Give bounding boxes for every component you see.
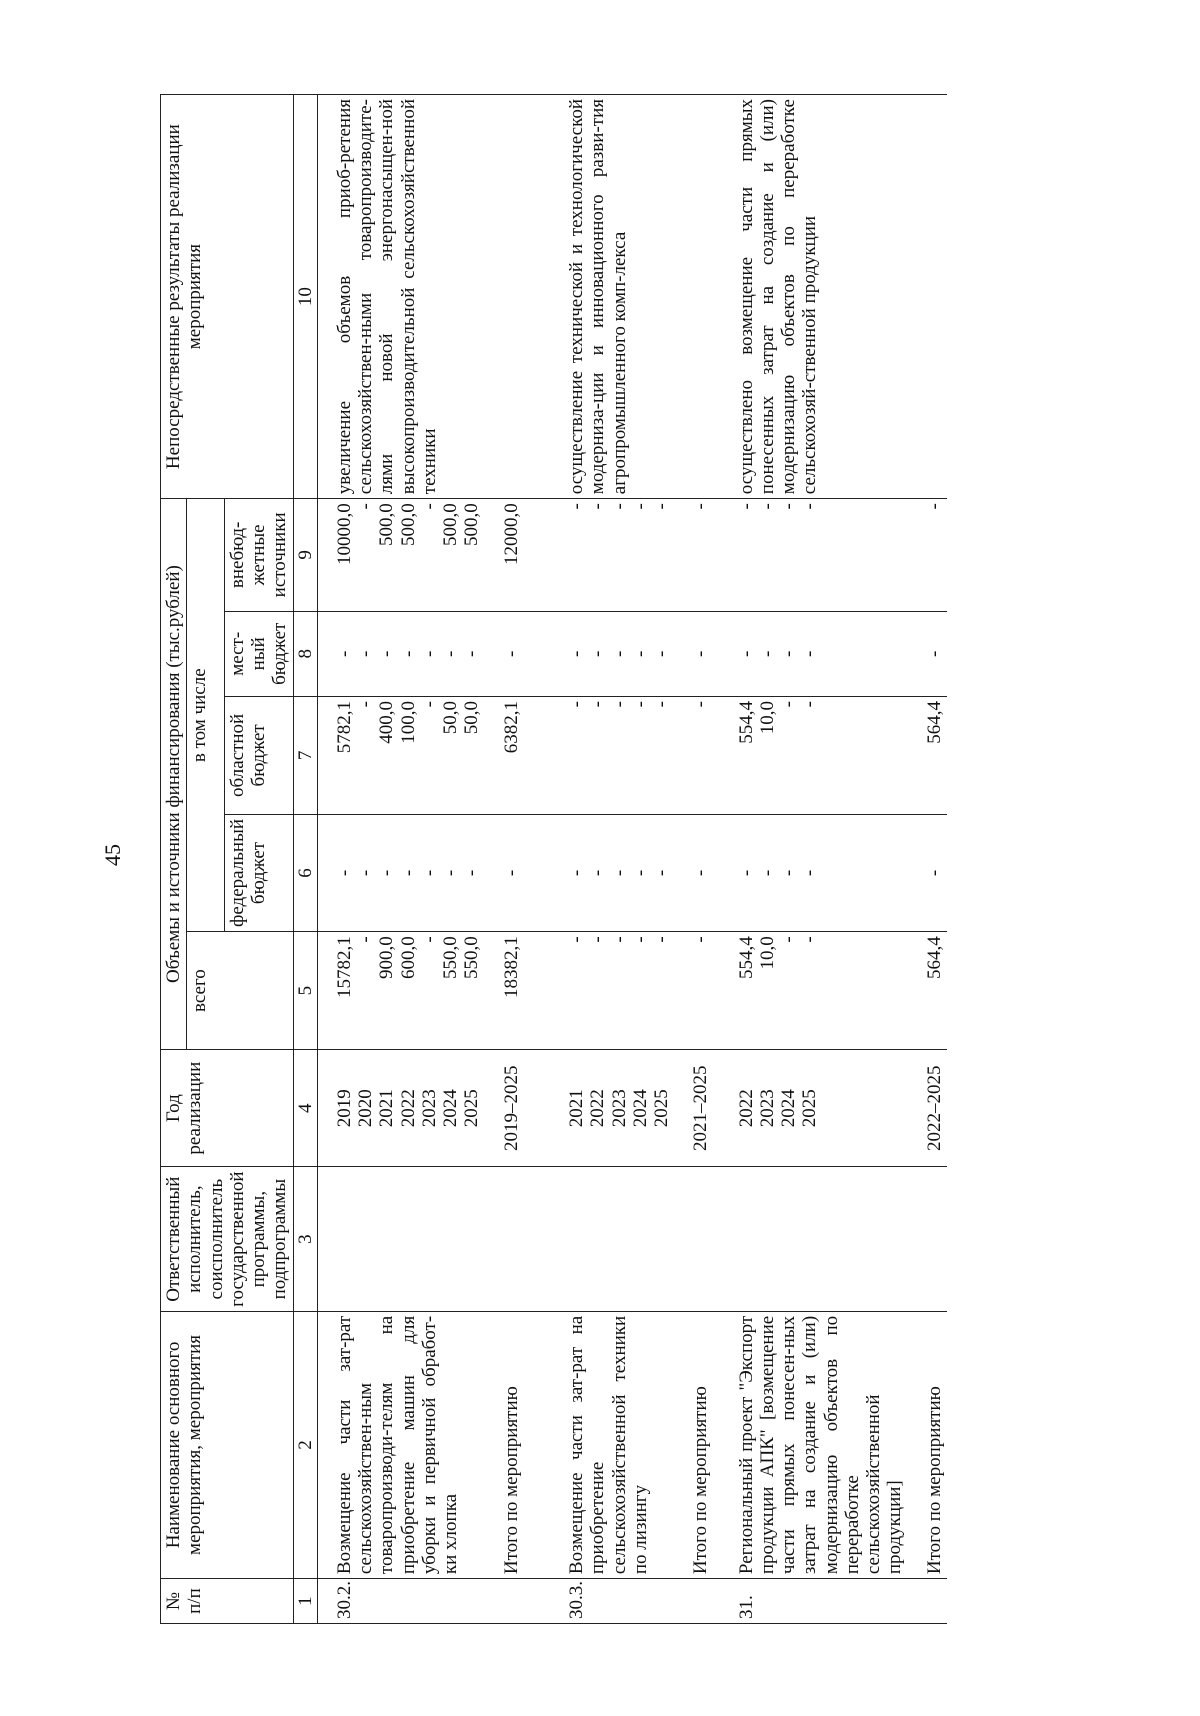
cell-line: -: [735, 503, 757, 510]
cell-line: 2024: [629, 1089, 651, 1128]
cell-line: -: [565, 503, 587, 510]
header-federal: федеральный бюджет: [224, 814, 293, 932]
federal-list: [564, 814, 674, 932]
local-list: [564, 611, 674, 697]
local-list: [332, 611, 485, 697]
total-federal: -: [688, 814, 713, 932]
table-row: [332, 95, 485, 1624]
page-number: 45: [100, 844, 125, 866]
cell-line: 2024: [440, 1089, 462, 1128]
total-value: 564,4: [922, 932, 947, 1050]
cell-line: -: [461, 650, 483, 657]
regional-list: [564, 697, 674, 815]
result-text: увеличение объемов приоб-ретения сельскохозяйствен-ными товаропроизводите-лями новой энергонасыщен-ной высокопроизводительной сельскохозяйственной техники: [332, 95, 485, 499]
cell-line: -: [355, 936, 377, 943]
cell-line: -: [333, 869, 355, 877]
cell-line: 554,4: [735, 701, 757, 744]
total-list: [564, 932, 674, 1050]
cell-line: -: [756, 650, 778, 657]
cell-line: 2020: [355, 1089, 377, 1128]
header-total: всего: [187, 932, 293, 1050]
col-number: 7: [293, 697, 317, 815]
cell-line: 100,0: [397, 701, 419, 744]
total-label: Итого по мероприятию: [922, 1311, 947, 1578]
row-number: 31.: [734, 1579, 908, 1624]
cell-line: 2022: [397, 1089, 419, 1128]
regional-list: [332, 697, 485, 815]
cell-line: 500,0: [440, 503, 462, 546]
federal-list: [734, 814, 908, 932]
total-external: -: [688, 499, 713, 611]
cell-line: -: [418, 650, 440, 657]
cell-line: -: [651, 869, 673, 877]
total-regional: 564,4: [922, 697, 947, 815]
total-regional: -: [688, 697, 713, 815]
external-list: [564, 499, 674, 611]
cell-line: -: [651, 503, 673, 510]
local-list: [734, 611, 908, 697]
cell-line: 400,0: [376, 701, 398, 744]
cell-line: -: [778, 650, 800, 657]
cell-line: -: [376, 869, 398, 877]
total-federal: -: [499, 814, 524, 932]
total-local: -: [922, 611, 947, 697]
cell-line: -: [418, 503, 440, 510]
header-name: Наименование основного мероприятия, мероприятия: [161, 1311, 294, 1578]
financing-table: [160, 94, 947, 1624]
cell-line: -: [418, 701, 440, 708]
total-list: [332, 932, 485, 1050]
year-list: [564, 1049, 674, 1167]
cell-line: -: [799, 701, 821, 708]
col-number: 4: [293, 1049, 317, 1167]
row-number: 30.2.: [332, 1579, 485, 1624]
cell-line: 550,0: [461, 936, 483, 980]
cell-line: -: [587, 869, 609, 877]
col-number: 1: [293, 1579, 317, 1624]
cell-line: -: [778, 701, 800, 708]
cell-line: -: [587, 503, 609, 510]
result-text: осуществление технической и технологической модерниза-ции и инновационного разви-тия агропромышленного комп-лекса: [564, 95, 674, 499]
cell-line: -: [461, 869, 483, 877]
regional-list: [734, 697, 908, 815]
federal-list: [332, 814, 485, 932]
external-list: [734, 499, 908, 611]
row-number: 30.3.: [564, 1579, 674, 1624]
total-external: -: [922, 499, 947, 611]
column-numbers-row: [293, 95, 317, 1624]
cell-line: -: [799, 650, 821, 657]
cell-line: -: [651, 650, 673, 657]
total-list: [734, 932, 908, 1050]
cell-line: -: [440, 650, 462, 657]
year-list: [332, 1049, 485, 1167]
cell-line: 550,0: [440, 936, 462, 980]
cell-line: -: [799, 936, 821, 943]
total-regional: 6382,1: [499, 697, 524, 815]
cell-line: -: [418, 869, 440, 877]
cell-line: 2022: [587, 1089, 609, 1128]
table-row-total: [688, 95, 713, 1624]
table-row: [564, 95, 674, 1624]
cell-line: 50,0: [440, 701, 462, 735]
cell-line: -: [565, 869, 587, 877]
cell-line: -: [756, 503, 778, 510]
col-number: 9: [293, 499, 317, 611]
cell-line: 50,0: [461, 701, 483, 735]
cell-line: -: [565, 650, 587, 657]
header-regional: областной бюджет: [224, 697, 293, 815]
cell-line: 500,0: [376, 503, 398, 546]
cell-line: -: [587, 936, 609, 943]
total-local: -: [499, 611, 524, 697]
header-local: мест-ный бюджет: [224, 611, 293, 697]
table-header: [161, 95, 294, 1624]
cell-line: -: [778, 503, 800, 510]
cell-line: -: [629, 503, 651, 510]
measure-name: Возмещение части зат-рат сельскохозяйствен-ным товаропроизводи-телям на приобретение машин для уборки и первичной обработ-ки хлопка: [332, 1311, 485, 1578]
table-row-total: [922, 95, 947, 1624]
cell-line: 500,0: [461, 503, 483, 546]
table-row-total: [499, 95, 524, 1624]
cell-line: -: [799, 503, 821, 510]
cell-line: 5782,1: [333, 701, 355, 754]
cell-line: 2023: [756, 1089, 778, 1128]
table-row: [734, 95, 908, 1624]
year-list: [734, 1049, 908, 1167]
cell-line: -: [778, 869, 800, 877]
header-num: № п/п: [161, 1579, 294, 1624]
cell-line: -: [355, 701, 377, 708]
total-years: 2022–2025: [922, 1049, 947, 1167]
cell-line: -: [397, 650, 419, 657]
total-years: 2019–2025: [499, 1049, 524, 1167]
header-executor: Ответственный исполнитель, соисполнитель государственной программы, подпрограммы: [161, 1167, 294, 1311]
cell-line: 2024: [778, 1089, 800, 1128]
cell-line: 554,4: [735, 936, 757, 980]
rotated-table-container: [160, 94, 1200, 1624]
total-years: 2021–2025: [688, 1049, 713, 1167]
cell-line: 600,0: [397, 936, 419, 980]
external-list: [332, 499, 485, 611]
header-results: Непосредственные результаты реализации мероприятия: [161, 95, 294, 499]
cell-line: -: [799, 869, 821, 877]
cell-line: -: [333, 650, 355, 657]
cell-line: -: [735, 869, 757, 877]
col-number: 6: [293, 814, 317, 932]
measure-name: Возмещение части зат-рат на приобретение сельскохозяйственной техники по лизингу: [564, 1311, 674, 1578]
cell-line: -: [355, 650, 377, 657]
col-number: 8: [293, 611, 317, 697]
cell-line: -: [756, 869, 778, 877]
cell-line: -: [608, 650, 630, 657]
total-value: 18382,1: [499, 932, 524, 1050]
cell-line: 10000,0: [333, 503, 355, 565]
cell-line: 15782,1: [333, 936, 355, 999]
cell-line: 2019: [333, 1089, 355, 1128]
cell-line: 900,0: [376, 936, 398, 980]
result-text: осуществлено возмещение части прямых понесенных затрат на создание и (или) модернизацию объектов по переработке сельскохозяй-ственной продукции: [734, 95, 908, 499]
total-local: -: [688, 611, 713, 697]
cell-line: 2023: [418, 1089, 440, 1128]
cell-line: 10,0: [756, 936, 778, 970]
cell-line: -: [565, 936, 587, 943]
header-financing-group: Объемы и источники финансирования (тыс.рублей): [161, 499, 187, 1050]
cell-line: -: [587, 701, 609, 708]
cell-line: 2023: [608, 1089, 630, 1128]
col-number: 2: [293, 1311, 317, 1578]
cell-line: -: [397, 869, 419, 877]
cell-line: 500,0: [397, 503, 419, 546]
cell-line: 2021: [565, 1089, 587, 1128]
cell-line: -: [651, 701, 673, 708]
cell-line: 2022: [735, 1089, 757, 1128]
cell-line: 2025: [651, 1089, 673, 1128]
cell-line: 2025: [461, 1089, 483, 1128]
cell-line: -: [355, 869, 377, 877]
cell-line: -: [651, 936, 673, 943]
cell-line: -: [735, 650, 757, 657]
cell-line: -: [376, 650, 398, 657]
col-number: 10: [293, 95, 317, 499]
total-federal: -: [922, 814, 947, 932]
cell-line: -: [608, 503, 630, 510]
cell-line: -: [418, 936, 440, 943]
cell-line: -: [355, 503, 377, 510]
cell-line: -: [440, 869, 462, 877]
cell-line: -: [608, 936, 630, 943]
total-value: -: [688, 932, 713, 1050]
measure-name: Региональный проект "Экспорт продукции АПК" [возмещение части прямых понесен-ных затрат на создание и (или) модернизацию объектов по переработке сельскохозяйственной продукции]: [734, 1311, 908, 1578]
cell-line: -: [629, 650, 651, 657]
header-external: внебюд-жетные источники: [224, 499, 293, 611]
cell-line: -: [629, 869, 651, 877]
cell-line: -: [629, 936, 651, 943]
total-label: Итого по мероприятию: [688, 1311, 713, 1578]
cell-line: 10,0: [756, 701, 778, 735]
cell-line: -: [629, 701, 651, 708]
total-external: 12000,0: [499, 499, 524, 611]
cell-line: 2025: [799, 1089, 821, 1128]
cell-line: -: [565, 701, 587, 708]
total-label: Итого по мероприятию: [499, 1311, 524, 1578]
header-year: Год реализации: [161, 1049, 294, 1167]
cell-line: -: [608, 701, 630, 708]
col-number: 5: [293, 932, 317, 1050]
cell-line: -: [608, 869, 630, 877]
cell-line: 2021: [376, 1089, 398, 1128]
cell-line: -: [587, 650, 609, 657]
header-including: в том числе: [187, 499, 225, 932]
cell-line: -: [778, 936, 800, 943]
col-number: 3: [293, 1167, 317, 1311]
